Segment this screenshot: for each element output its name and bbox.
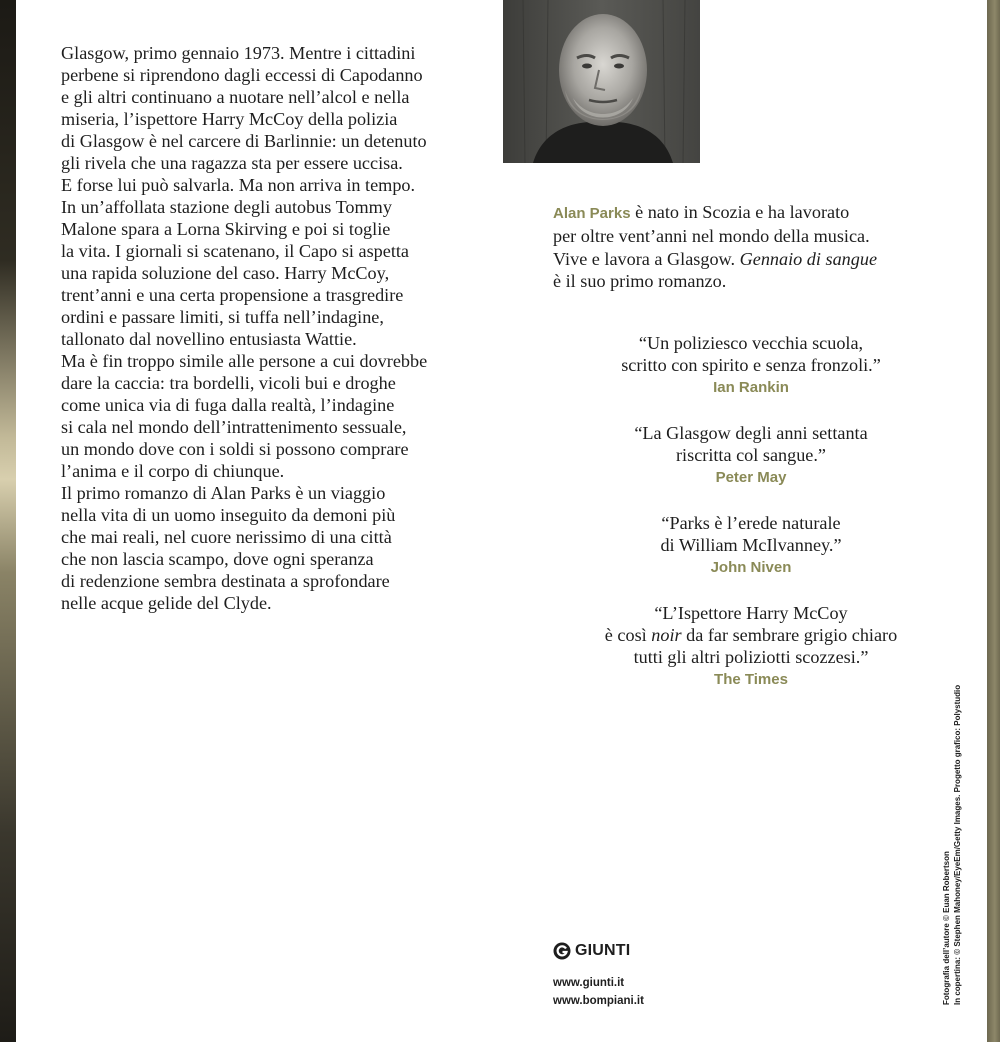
synopsis-line: ordini e passare limiti, si tuffa nell’indagine, <box>61 307 384 327</box>
cover-credit: In copertina: © Stephen Mahoney/EyeEm/Getty Images. Progetto grafico: Polystudio <box>953 684 962 1005</box>
synopsis-line: l’anima e il corpo di chiunque. <box>61 461 285 481</box>
publisher-block <box>553 942 644 1010</box>
bompiani-url-link[interactable]: www.bompiani.it <box>553 995 644 1007</box>
quote-line: scritto con spirito e senza fronzoli.” <box>621 355 881 375</box>
italic-word: noir <box>651 625 682 645</box>
book-title: Gennaio di sangue <box>739 248 878 269</box>
synopsis-line: di redenzione sembra destinata a sprofondare <box>61 571 390 591</box>
synopsis-line: trent’anni e una certa propensione a trasgredire <box>61 285 404 305</box>
synopsis-line: che mai reali, nel cuore nerissimo di una città <box>61 527 392 547</box>
synopsis-line: una rapida soluzione del caso. Harry McCoy, <box>61 263 390 283</box>
synopsis-line: In un’affollata stazione degli autobus Tommy <box>61 197 392 217</box>
giunti-url-link[interactable]: www.giunti.it <box>553 977 625 989</box>
giunti-logo-icon <box>553 942 571 960</box>
back-cover-page <box>16 0 987 1042</box>
synopsis <box>61 42 501 614</box>
quote-line: “La Glasgow degli anni settanta <box>634 423 868 443</box>
quote-line: “Un poliziesco vecchia scuola, <box>638 333 864 353</box>
author-photo <box>503 0 700 163</box>
review-quote <box>586 332 916 398</box>
review-quotes <box>586 332 916 714</box>
giunti-logo <box>553 942 644 960</box>
synopsis-line: un mondo dove con i soldi si possono comprare <box>61 439 409 459</box>
synopsis-line: miseria, l’ispettore Harry McCoy della polizia <box>61 109 398 129</box>
left-cover-edge <box>0 0 16 1042</box>
synopsis-line: gli rivela che una ragazza sta per essere uccisa. <box>61 153 403 173</box>
bio-line: per oltre vent’anni nel mondo della musica. <box>553 226 870 247</box>
review-quote <box>586 422 916 488</box>
synopsis-line: la vita. I giornali si scatenano, il Capo si aspetta <box>61 241 409 261</box>
quote-source: John Niven <box>710 559 792 576</box>
quote-line: “L’Ispettore Harry McCoy <box>654 603 848 623</box>
quote-source: The Times <box>714 671 788 688</box>
author-name: Alan Parks <box>553 205 631 222</box>
quote-line: tutti gli altri poliziotti scozzesi.” <box>633 647 869 667</box>
review-quote <box>586 602 916 690</box>
quote-line: riscritta col sangue.” <box>676 445 826 465</box>
synopsis-line: e gli altri continuano a nuotare nell’alcol e nella <box>61 87 410 107</box>
quote-line: di William McIlvanney.” <box>660 535 842 555</box>
synopsis-line: di Glasgow è nel carcere di Barlinnie: un detenuto <box>61 131 427 151</box>
synopsis-line: si cala nel mondo dell’intrattenimento sessuale, <box>61 417 407 437</box>
quote-source: Ian Rankin <box>713 379 789 396</box>
review-quote <box>586 512 916 578</box>
quote-line: è così noir da far sembrare grigio chiaro <box>604 625 898 645</box>
author-portrait-image <box>503 0 700 163</box>
logo-text: GIUNTI <box>575 942 631 959</box>
synopsis-line: E forse lui può salvarla. Ma non arriva in tempo. <box>61 175 416 195</box>
synopsis-line: Il primo romanzo di Alan Parks è un viaggio <box>61 483 386 503</box>
synopsis-line: dare la caccia: tra bordelli, vicoli bui e droghe <box>61 373 396 393</box>
quote-line: “Parks è l’erede naturale <box>661 513 841 533</box>
quote-source: Peter May <box>715 469 787 486</box>
photo-credit: Fotografia dell’autore © Euan Robertson <box>942 851 951 1005</box>
synopsis-line: come unica via di fuga dalla realtà, l’indagine <box>61 395 395 415</box>
synopsis-line: tallonato dal novellino entusiasta Wattie. <box>61 329 357 349</box>
right-cover-edge <box>987 0 1000 1042</box>
bio-line: è il suo primo romanzo. <box>553 270 727 291</box>
synopsis-line: che non lascia scampo, dove ogni speranza <box>61 549 374 569</box>
synopsis-line: nelle acque gelide del Clyde. <box>61 593 272 613</box>
author-bio <box>553 201 963 292</box>
synopsis-line: Glasgow, primo gennaio 1973. Mentre i cittadini <box>61 43 416 63</box>
synopsis-line: nella vita di un uomo inseguito da demoni più <box>61 505 396 525</box>
synopsis-line: Ma è fin troppo simile alle persone a cui dovrebbe <box>61 351 428 371</box>
bio-line: Alan Parks è nato in Scozia e ha lavorato <box>553 202 850 222</box>
bio-line: Vive e lavora a Glasgow. Gennaio di sangue <box>553 248 878 269</box>
synopsis-line: perbene si riprendono dagli eccessi di Capodanno <box>61 65 423 85</box>
synopsis-line: Malone spara a Lorna Skirving e poi si toglie <box>61 219 391 239</box>
